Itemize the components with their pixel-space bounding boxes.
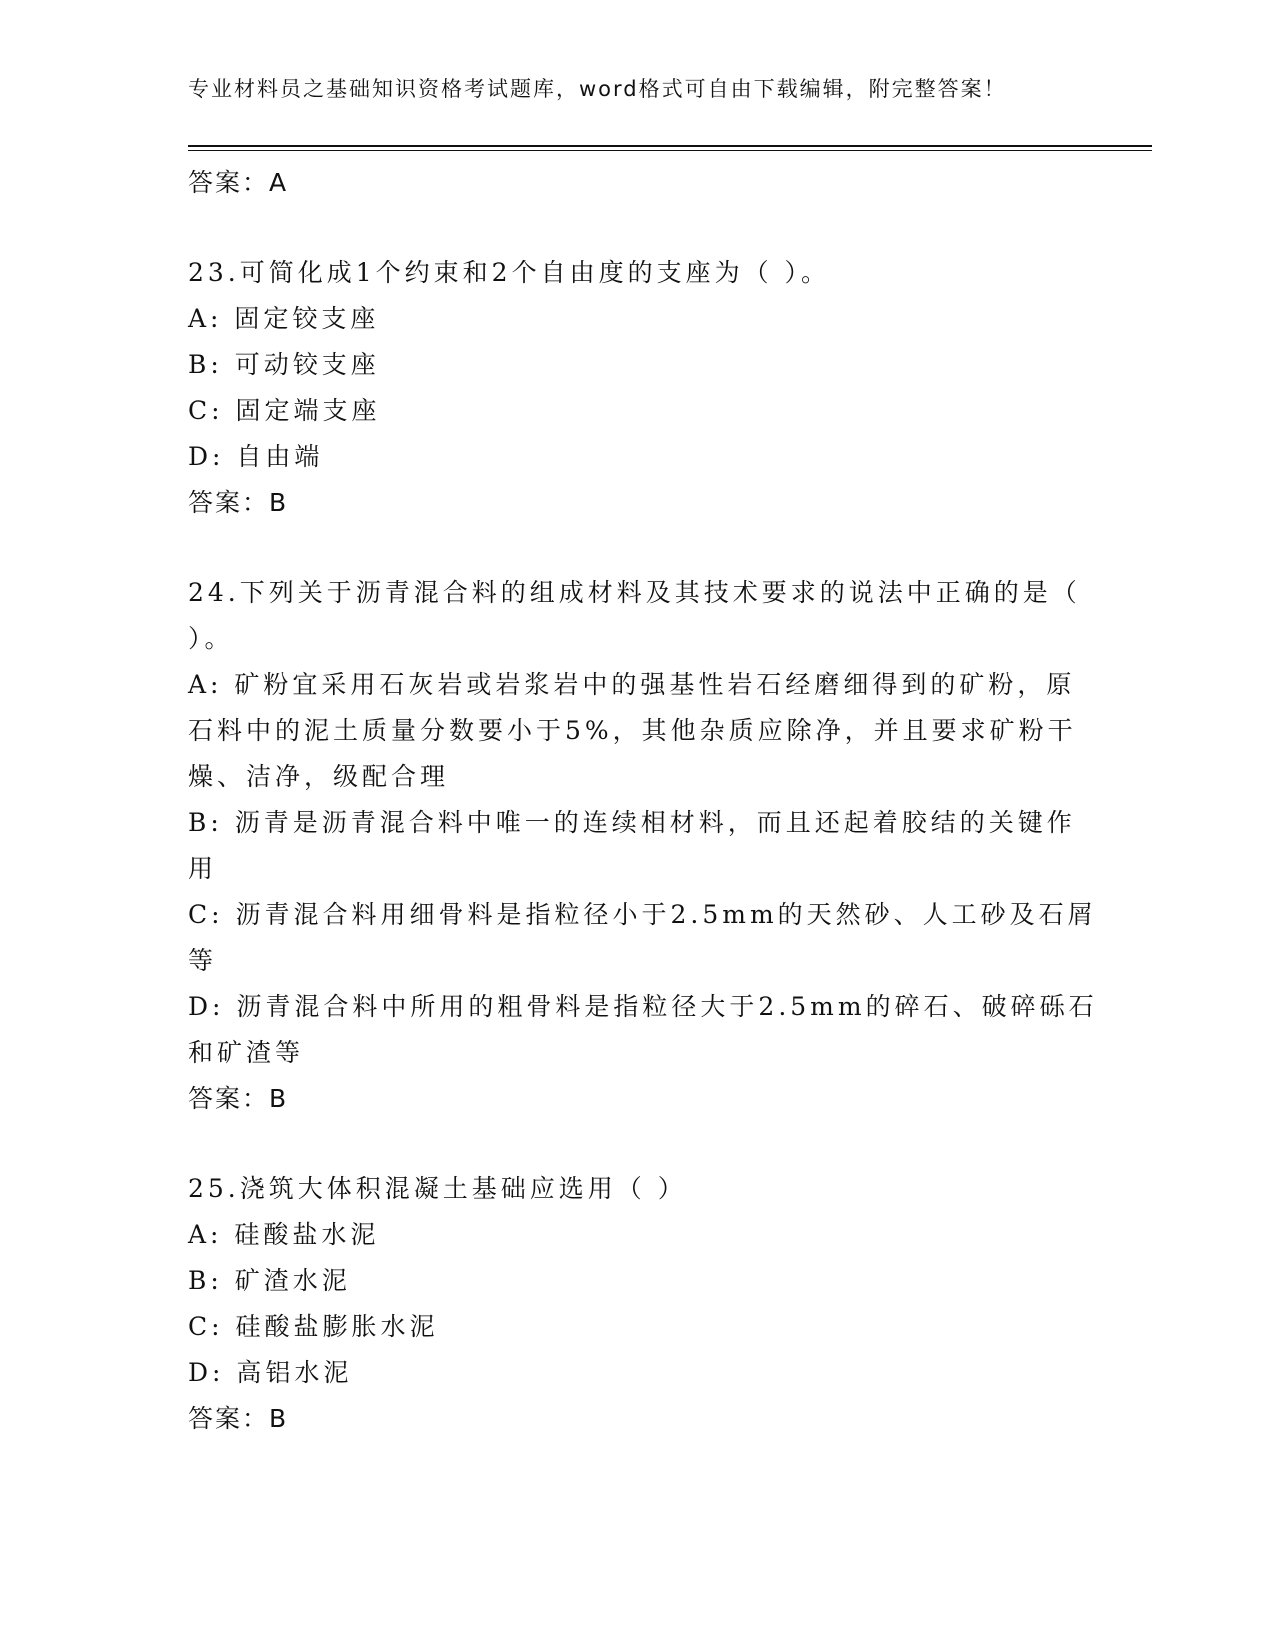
answer: 答案：B (188, 488, 289, 517)
question-23 (188, 250, 1088, 526)
option-d: D: 自由端 (188, 442, 324, 471)
option-b: B: 矿渣水泥 (188, 1266, 351, 1295)
option-c: C: 硅酸盐膨胀水泥 (188, 1312, 439, 1341)
page-header: 专业材料员之基础知识资格考试题库，word格式可自由下载编辑，附完整答案！ (188, 77, 1007, 101)
header-rule-thin (188, 150, 1152, 151)
option-d: D: 沥青混合料中所用的粗骨料是指粒径大于2.5mm的碎石、破碎砾石 (188, 992, 1098, 1021)
question-stem-line: 24.下列关于沥青混合料的组成材料及其技术要求的说法中正确的是（ (188, 578, 1081, 607)
option-b-cont: 用 (188, 854, 218, 883)
question-content (188, 160, 1098, 1442)
header-rule (188, 145, 1152, 147)
question-stem-line: 23.可简化成1个约束和2个自由度的支座为（ ）。 (188, 258, 831, 287)
option-b: B: 沥青是沥青混合料中唯一的连续相材料，而且还起着胶结的关键作 (188, 808, 1076, 837)
answer: 答案：B (188, 1404, 289, 1433)
option-c: C: 沥青混合料用细骨料是指粒径小于2.5mm的天然砂、人工砂及石屑 (188, 900, 1097, 929)
option-a: A: 固定铰支座 (188, 304, 380, 333)
previous-answer: 答案：A (188, 168, 289, 197)
option-a-cont: 燥、洁净，级配合理 (188, 762, 450, 791)
question-24 (188, 570, 1098, 1122)
answer: 答案：B (188, 1084, 289, 1113)
option-a: A: 硅酸盐水泥 (188, 1220, 380, 1249)
option-a-cont: 石料中的泥土质量分数要小于5%，其他杂质应除净，并且要求矿粉干 (188, 716, 1077, 745)
option-a: A: 矿粉宜采用石灰岩或岩浆岩中的强基性岩石经磨细得到的矿粉，原 (188, 670, 1076, 699)
question-25 (188, 1166, 1088, 1442)
option-d: D: 高铝水泥 (188, 1358, 353, 1387)
question-stem-line: ）。 (188, 624, 234, 653)
question-stem-line: 25.浇筑大体积混凝土基础应选用（ ） (188, 1174, 687, 1203)
option-b: B: 可动铰支座 (188, 350, 380, 379)
option-c: C: 固定端支座 (188, 396, 381, 425)
option-c-cont: 等 (188, 946, 218, 975)
option-d-cont: 和矿渣等 (188, 1038, 305, 1067)
